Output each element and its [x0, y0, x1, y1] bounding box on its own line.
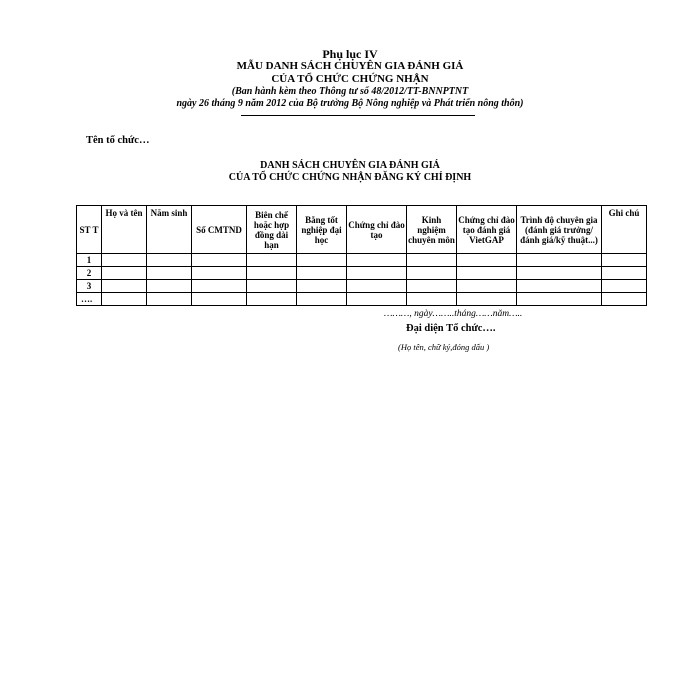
column-header: Ghi chú	[602, 206, 647, 254]
column-header: Trình độ chuyên gia (đánh giá trưởng/đánh giá/kỹ thuật...)	[517, 206, 602, 254]
issued-note-line2: ngày 26 tháng 9 năm 2012 của Bộ trưởng Bộ Nông nghiệp và Phát triển nông thôn)	[176, 98, 524, 109]
row-number: 2	[77, 267, 102, 280]
column-header: Năm sinh	[147, 206, 192, 254]
organization-label: Tên tổ chức…	[86, 135, 150, 146]
column-header: Biên chế hoặc hợp đồng dài hạn	[247, 206, 297, 254]
column-header: Họ và tên	[102, 206, 147, 254]
column-header: Chứng chỉ đào tạo	[347, 206, 407, 254]
date-line: ………, ngày……..tháng……năm…..	[384, 309, 523, 319]
table-row	[77, 254, 647, 267]
table-row	[77, 293, 647, 306]
appendix-label: Phụ lục IV	[322, 47, 378, 61]
column-header: Chứng chỉ đào tạo đánh giá VietGAP	[457, 206, 517, 254]
row-number: 1	[77, 254, 102, 267]
header-divider	[241, 115, 475, 116]
column-header: Bằng tốt nghiệp đại học	[297, 206, 347, 254]
issued-note-line1: (Ban hành kèm theo Thông tư số 48/2012/TT-BNNPTNT	[231, 86, 469, 97]
form-title-line2: CỦA TỔ CHỨC CHỨNG NHẬN	[271, 73, 429, 85]
signature-note: (Họ tên, chữ ký,đóng dấu )	[398, 342, 490, 352]
table-row	[77, 280, 647, 293]
representative-label: Đại diện Tổ chức….	[406, 323, 496, 334]
row-number: 3	[77, 280, 102, 293]
row-number: ….	[77, 293, 102, 306]
table-row	[77, 267, 647, 280]
table-header-row	[77, 206, 647, 254]
column-header: Kinh nghiệm chuyên môn	[407, 206, 457, 254]
expert-list-table	[76, 205, 647, 306]
list-title-line2: CỦA TỔ CHỨC CHỨNG NHẬN ĐĂNG KÝ CHỈ ĐỊNH	[228, 172, 472, 183]
list-title-line1: DANH SÁCH CHUYÊN GIA ĐÁNH GIÁ	[260, 160, 440, 171]
form-title-line1: MẪU DANH SÁCH CHUYÊN GIA ĐÁNH GIÁ	[236, 60, 464, 72]
column-header: Số CMTND	[192, 206, 247, 254]
column-header: ST T	[77, 206, 102, 254]
